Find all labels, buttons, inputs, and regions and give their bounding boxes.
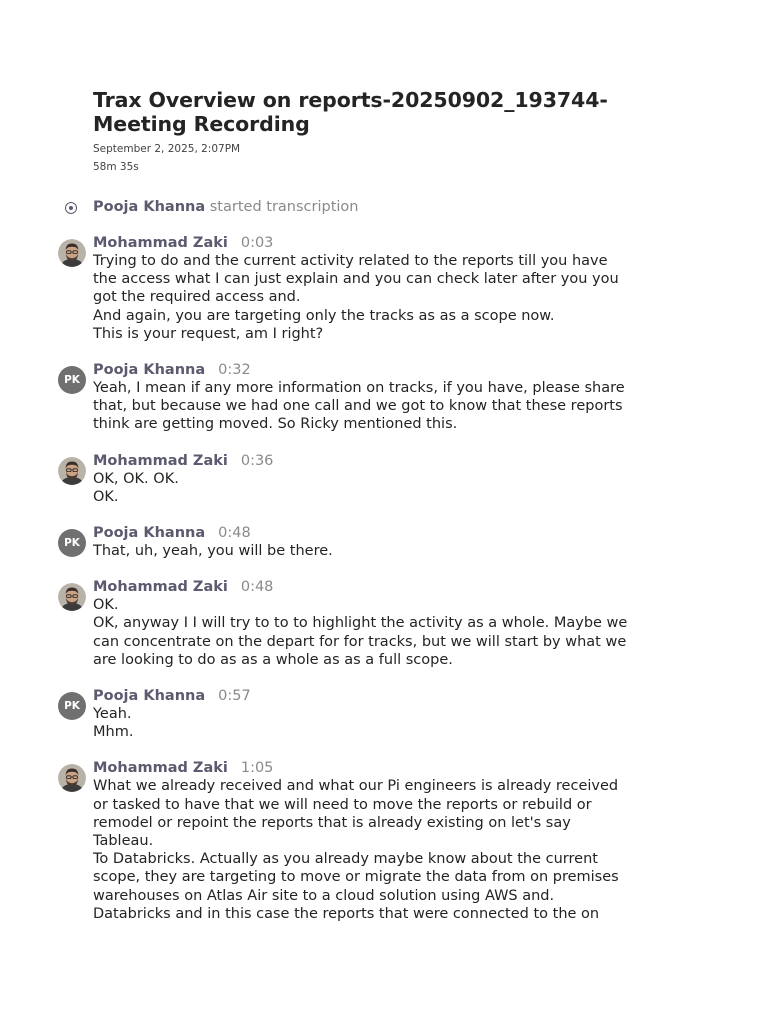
speaker-name: Pooja Khanna (93, 688, 206, 705)
timestamp: 0:36 (240, 452, 274, 469)
transcript-line: think are getting moved. So Ricky mentioned this. (93, 416, 458, 433)
avatar-initials: PK (58, 692, 86, 720)
timestamp: 0:48 (218, 525, 251, 542)
transcript-entry (93, 578, 693, 669)
timestamp: 1:05 (240, 760, 274, 777)
speaker-name: Mohammad Zaki (93, 579, 228, 596)
transcript-line: remodel or repoint the reports that is already existing on let's say (93, 814, 571, 831)
transcription-started-event (93, 198, 693, 216)
transcript-entry (64, 524, 693, 560)
avatar-initials: PK (58, 529, 86, 557)
transcript-line: That, uh, yeah, you will be there. (93, 543, 333, 560)
entry-header (93, 759, 693, 777)
entry-header (93, 361, 693, 379)
transcript-line: This is your request, am I right? (93, 325, 324, 342)
avatar-photo (58, 457, 86, 485)
transcript-line: And again, you are targeting only the tracks as as a scope now. (93, 307, 555, 324)
timestamp: 0:32 (218, 362, 251, 379)
transcript-line: To Databricks. Actually as you already maybe know about the current (93, 851, 598, 868)
meeting-title-line-2: Meeting Recording (93, 112, 310, 136)
meeting-title (93, 88, 693, 136)
entry-header (93, 687, 693, 705)
transcript-line: What we already received and what our Pi engineers is already received (93, 778, 619, 795)
entry-header (93, 524, 693, 542)
entry-header (93, 234, 693, 252)
transcript-line: OK. (93, 488, 119, 505)
transcript-page (64, 88, 693, 923)
meeting-title-line-1: Trax Overview on reports-20250902_193744- (93, 88, 608, 112)
transcript-line: the access what I can just explain and you can check later after you you (93, 271, 619, 288)
transcript-line: Tableau. (93, 833, 154, 850)
avatar-photo (58, 583, 86, 611)
transcript-entry (93, 759, 693, 923)
speaker-name: Mohammad Zaki (93, 760, 228, 777)
transcript-line: warehouses on Atlas Air site to a cloud solution using AWS and. (93, 887, 555, 904)
speaker-name: Pooja Khanna (93, 525, 206, 542)
meeting-duration: 58m 35s (93, 161, 139, 173)
transcript-entry (93, 234, 693, 343)
speaker-name: Pooja Khanna (93, 362, 206, 379)
speaker-name: Mohammad Zaki (93, 452, 228, 469)
transcript-line: can concentrate on the depart for for tracks, but we will start by what we (93, 633, 627, 650)
transcript-line: got the required access and. (93, 289, 301, 306)
transcript-entries (64, 234, 693, 923)
avatar-initials: PK (58, 366, 86, 394)
avatar-photo (58, 764, 86, 792)
transcript-line: Yeah. (93, 706, 132, 723)
entry-header (93, 578, 693, 596)
transcript-line: Mhm. (93, 724, 134, 741)
transcript-entry (64, 361, 693, 434)
meeting-date: September 2, 2025, 2:07PM (93, 143, 241, 155)
event-speaker: Pooja Khanna (93, 199, 206, 215)
transcript-line: Trying to do and the current activity related to the reports till you have (93, 253, 608, 269)
transcript-line: OK, anyway I I will try to to to highlight the activity as a whole. Maybe we (93, 615, 628, 632)
timestamp: 0:03 (240, 235, 274, 251)
entry-header (93, 452, 693, 470)
transcript-line: are looking to do as as a whole as as a full scope. (93, 651, 453, 668)
timestamp: 0:57 (218, 688, 251, 705)
transcript-line: or tasked to have that we will need to move the reports or rebuild or (93, 796, 592, 813)
transcript-line: OK. (93, 597, 119, 614)
event-text: started transcription (209, 199, 359, 215)
transcript-entry (93, 452, 693, 506)
transcript-line: Yeah, I mean if any more information on tracks, if you have, please share (93, 380, 625, 397)
transcript-line: OK, OK. OK. (93, 470, 179, 487)
transcription-icon (65, 202, 77, 214)
transcript-line: Databricks and in this case the reports that were connected to the on (93, 905, 600, 922)
transcript-entry (64, 687, 693, 741)
timestamp: 0:48 (240, 579, 274, 596)
transcript-line: scope, they are targeting to move or migrate the data from on premises (93, 869, 619, 886)
speaker-name: Mohammad Zaki (93, 235, 228, 251)
avatar-photo (58, 239, 86, 267)
transcript-line: that, but because we had one call and we got to know that these reports (93, 398, 623, 415)
